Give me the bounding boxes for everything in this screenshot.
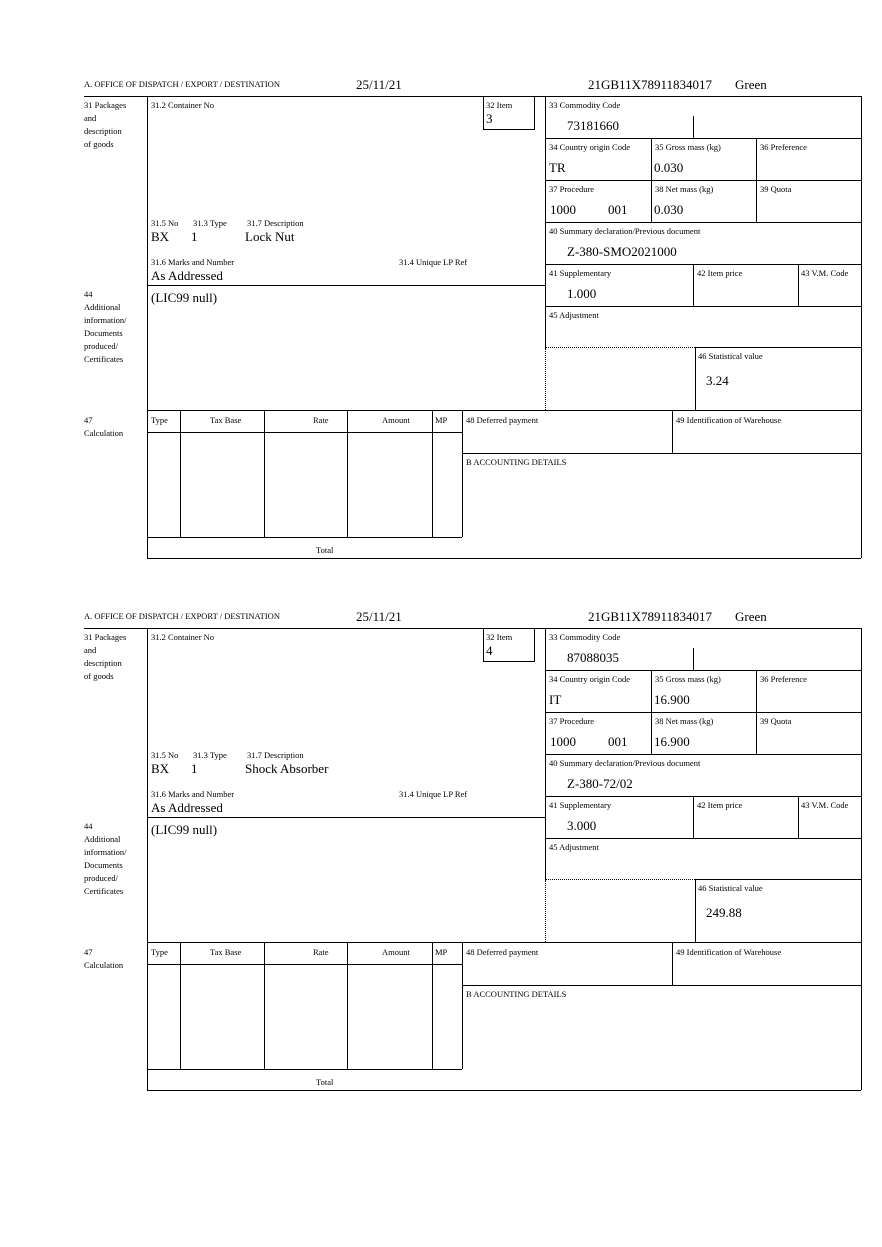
statistical-value-label: 46 Statistical value — [698, 883, 763, 893]
packages-label: and — [84, 645, 97, 655]
packages-label: description — [84, 126, 122, 136]
grid-line — [545, 838, 861, 839]
marks-value: As Addressed — [151, 268, 223, 283]
grid-line — [798, 264, 799, 306]
quota-label: 39 Quota — [760, 184, 792, 194]
grid-line — [264, 410, 265, 537]
summary-declaration-value: Z-380-72/02 — [567, 776, 633, 791]
col-amount-header: Amount — [382, 415, 410, 425]
grid-line — [462, 453, 861, 454]
statistical-value: 249.88 — [706, 905, 742, 920]
item-number: 4 — [486, 643, 493, 658]
route-status: Green — [735, 77, 767, 92]
procedure-label: 37 Procedure — [549, 716, 595, 726]
commodity-divider — [693, 648, 694, 670]
declaration-date: 25/11/21 — [356, 77, 402, 92]
declaration-reference: 21GB11X78911834017 — [588, 609, 712, 624]
frame-top-line — [84, 96, 861, 97]
packages-label: description — [84, 658, 122, 668]
country-origin-value: IT — [549, 692, 562, 707]
gross-mass-value: 0.030 — [654, 160, 684, 175]
grid-line — [147, 817, 545, 818]
marks-label: 31.6 Marks and Number — [151, 789, 235, 799]
unique-ref-label: 31.4 Unique LP Ref — [399, 257, 468, 267]
col-tax-base-header: Tax Base — [210, 947, 242, 957]
item-number: 3 — [486, 111, 493, 126]
grid-line — [180, 410, 181, 537]
pkg-no-value: BX — [151, 761, 170, 776]
grid-line — [695, 879, 696, 942]
packages-label: 31 Packages — [84, 100, 127, 110]
col-mp-header: MP — [435, 947, 448, 957]
pkg-type-value: 1 — [191, 761, 198, 776]
item-price-label: 42 Item price — [697, 268, 743, 278]
grid-line — [545, 754, 861, 755]
supplementary-label: 41 Supplementary — [549, 268, 612, 278]
frame-top-line — [84, 628, 861, 629]
grid-line — [756, 670, 757, 754]
grid-line — [180, 942, 181, 1069]
grid-line — [545, 712, 861, 713]
pkg-type-label: 31.3 Type — [193, 218, 227, 228]
accounting-details-label: B ACCOUNTING DETAILS — [466, 989, 567, 999]
additional-info-label: Documents — [84, 860, 123, 870]
grid-line — [693, 264, 694, 306]
net-mass-label: 38 Net mass (kg) — [655, 716, 714, 726]
summary-declaration-value: Z-380-SMO2021000 — [567, 244, 677, 259]
country-origin-value: TR — [549, 160, 566, 175]
additional-info-label: Documents — [84, 328, 123, 338]
grid-line — [695, 879, 861, 880]
quota-label: 39 Quota — [760, 716, 792, 726]
grid-line — [545, 180, 861, 181]
procedure-label: 37 Procedure — [549, 184, 595, 194]
commodity-code-value: 87088035 — [567, 650, 619, 665]
grid-line — [462, 985, 861, 986]
grid-line — [545, 306, 861, 307]
grid-line — [756, 138, 757, 222]
grid-line — [651, 138, 652, 222]
procedure-value-a: 1000 — [550, 202, 576, 217]
col-rate-header: Rate — [313, 947, 329, 957]
grid-line — [545, 222, 861, 223]
additional-info-label: Certificates — [84, 354, 124, 364]
description-label: 31.7 Description — [247, 750, 304, 760]
adjustment-label: 45 Adjustment — [549, 842, 599, 852]
grid-line — [462, 942, 463, 1069]
grid-line — [695, 347, 861, 348]
procedure-value-a: 1000 — [550, 734, 576, 749]
grid-line — [693, 796, 694, 838]
pkg-type-value: 1 — [191, 229, 198, 244]
grid-line — [432, 410, 433, 537]
grid-line — [147, 285, 545, 286]
pkg-no-label: 31.5 No — [151, 218, 179, 228]
grid-line — [432, 942, 433, 1069]
accounting-details-label: B ACCOUNTING DETAILS — [466, 457, 567, 467]
grid-line — [147, 1069, 462, 1070]
declaration-date: 25/11/21 — [356, 609, 402, 624]
calculation-label: 47 — [84, 947, 93, 957]
left-column-line — [147, 628, 148, 1090]
packages-label: of goods — [84, 139, 114, 149]
procedure-value-b: 001 — [608, 734, 628, 749]
dotted-line — [545, 879, 695, 880]
office-label: A. OFFICE OF DISPATCH / EXPORT / DESTINATION — [84, 611, 280, 621]
deferred-payment-label: 48 Deferred payment — [466, 415, 539, 425]
net-mass-value: 16.900 — [654, 734, 690, 749]
grid-line — [147, 964, 462, 965]
col-type-header: Type — [151, 415, 168, 425]
additional-info-label: Additional — [84, 834, 121, 844]
grid-line — [347, 942, 348, 1069]
additional-info-label: 44 — [84, 821, 93, 831]
gross-mass-value: 16.900 — [654, 692, 690, 707]
commodity-code-value: 73181660 — [567, 118, 619, 133]
col-tax-base-header: Tax Base — [210, 415, 242, 425]
frame-right-line — [861, 96, 862, 558]
declaration-sheet — [0, 0, 882, 555]
grid-line — [147, 1090, 861, 1091]
additional-info-label: information/ — [84, 315, 127, 325]
gross-mass-label: 35 Gross mass (kg) — [655, 142, 721, 152]
col-mp-header: MP — [435, 415, 448, 425]
container-no-label: 31.2 Container No — [151, 100, 215, 110]
marks-value: As Addressed — [151, 800, 223, 815]
statistical-value-label: 46 Statistical value — [698, 351, 763, 361]
gross-mass-label: 35 Gross mass (kg) — [655, 674, 721, 684]
grid-line — [672, 410, 673, 453]
grid-line — [147, 432, 462, 433]
procedure-value-b: 001 — [608, 202, 628, 217]
grid-line — [264, 942, 265, 1069]
calculation-label: 47 — [84, 415, 93, 425]
commodity-code-label: 33 Commodity Code — [549, 100, 621, 110]
left-column-line — [147, 96, 148, 558]
summary-declaration-label: 40 Summary declaration/Previous document — [549, 226, 701, 236]
additional-info-label: Additional — [84, 302, 121, 312]
description-value: Shock Absorber — [245, 761, 329, 776]
calculation-label: Calculation — [84, 960, 124, 970]
preference-label: 36 Preference — [760, 142, 807, 152]
description-value: Lock Nut — [245, 229, 295, 244]
pkg-no-label: 31.5 No — [151, 750, 179, 760]
item-label: 32 Item — [486, 632, 513, 642]
additional-info-label: produced/ — [84, 873, 118, 883]
total-label: Total — [316, 545, 334, 555]
office-label: A. OFFICE OF DISPATCH / EXPORT / DESTINATION — [84, 79, 280, 89]
grid-line — [545, 670, 861, 671]
additional-info-label: information/ — [84, 847, 127, 857]
summary-declaration-label: 40 Summary declaration/Previous document — [549, 758, 701, 768]
supplementary-value: 3.000 — [567, 818, 597, 833]
col-rate-header: Rate — [313, 415, 329, 425]
pkg-type-label: 31.3 Type — [193, 750, 227, 760]
adjustment-label: 45 Adjustment — [549, 310, 599, 320]
warehouse-label: 49 Identification of Warehouse — [676, 947, 782, 957]
grid-line — [545, 138, 861, 139]
country-origin-label: 34 Country origin Code — [549, 142, 630, 152]
pkg-no-value: BX — [151, 229, 170, 244]
frame-right-line — [861, 628, 862, 1090]
vm-code-label: 43 V.M. Code — [801, 800, 849, 810]
additional-info-label: produced/ — [84, 341, 118, 351]
vm-code-label: 43 V.M. Code — [801, 268, 849, 278]
container-no-label: 31.2 Container No — [151, 632, 215, 642]
declaration-reference: 21GB11X78911834017 — [588, 77, 712, 92]
statistical-value: 3.24 — [706, 373, 729, 388]
grid-line — [545, 264, 861, 265]
country-origin-label: 34 Country origin Code — [549, 674, 630, 684]
grid-line — [672, 942, 673, 985]
deferred-payment-label: 48 Deferred payment — [466, 947, 539, 957]
additional-info-label: Certificates — [84, 886, 124, 896]
col-type-header: Type — [151, 947, 168, 957]
marks-label: 31.6 Marks and Number — [151, 257, 235, 267]
declaration-sheet — [0, 532, 882, 1087]
additional-info-label: 44 — [84, 289, 93, 299]
description-label: 31.7 Description — [247, 218, 304, 228]
total-label: Total — [316, 1077, 334, 1087]
net-mass-label: 38 Net mass (kg) — [655, 184, 714, 194]
dotted-line — [545, 348, 546, 410]
grid-line — [545, 796, 861, 797]
preference-label: 36 Preference — [760, 674, 807, 684]
grid-line — [462, 410, 463, 537]
supplementary-value: 1.000 — [567, 286, 597, 301]
additional-info-value: (LIC99 null) — [151, 822, 218, 837]
route-status: Green — [735, 609, 767, 624]
grid-line — [798, 796, 799, 838]
calculation-label: Calculation — [84, 428, 124, 438]
packages-label: of goods — [84, 671, 114, 681]
grid-line — [147, 410, 861, 411]
additional-info-value: (LIC99 null) — [151, 290, 218, 305]
commodity-divider — [693, 116, 694, 138]
net-mass-value: 0.030 — [654, 202, 684, 217]
packages-label: and — [84, 113, 97, 123]
supplementary-label: 41 Supplementary — [549, 800, 612, 810]
dotted-line — [545, 347, 695, 348]
col-amount-header: Amount — [382, 947, 410, 957]
warehouse-label: 49 Identification of Warehouse — [676, 415, 782, 425]
item-price-label: 42 Item price — [697, 800, 743, 810]
packages-label: 31 Packages — [84, 632, 127, 642]
grid-line — [347, 410, 348, 537]
grid-line — [651, 670, 652, 754]
grid-line — [695, 347, 696, 410]
dotted-line — [545, 880, 546, 942]
grid-line — [147, 942, 861, 943]
commodity-code-label: 33 Commodity Code — [549, 632, 621, 642]
item-label: 32 Item — [486, 100, 513, 110]
unique-ref-label: 31.4 Unique LP Ref — [399, 789, 468, 799]
